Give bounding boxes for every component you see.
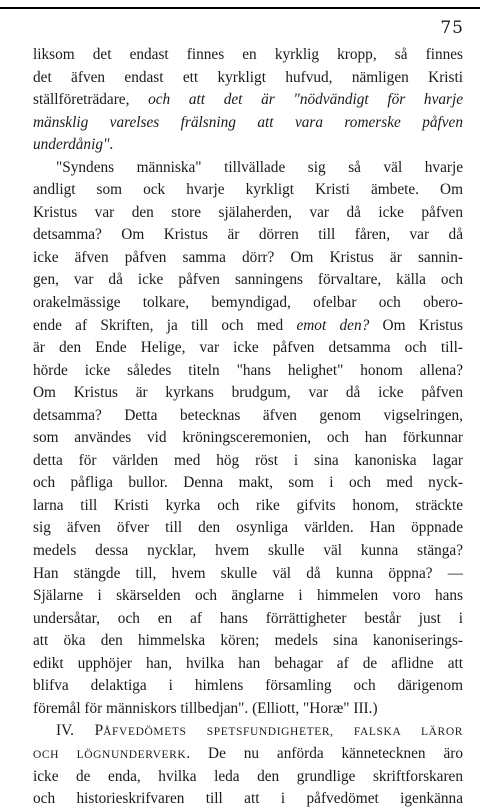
italic-text: emot den? (296, 316, 370, 334)
text-segment: andligt som ock hvarje kyrkligt Kristi ämbete. Om (33, 181, 463, 199)
text-line (33, 495, 463, 518)
text-line (33, 653, 463, 676)
text-segment: detta för världen med hög röst i sina kanoniska lagar (33, 451, 463, 469)
text-segment: Han stängde till, hvem skulle väl då kunna öppna? — (33, 564, 463, 582)
text-line (33, 472, 463, 495)
text-segment: det äfven endast ett kyrkligt hufvud, nämligen Kristi (33, 68, 463, 86)
text-segment: gen, var då icke påfven sanningens förvaltare, källa och (33, 271, 463, 289)
header-rule (0, 7, 480, 9)
text-line (33, 157, 463, 180)
text-segment: icke de enda, hvilka leda den grundlige skriftforskaren (33, 767, 463, 785)
italic-text: underdånig" (33, 136, 110, 154)
text-line (33, 44, 463, 67)
text-line (33, 89, 463, 112)
small-caps-text: OCH LÖGNUNDERVERK (33, 748, 187, 761)
text-line (33, 630, 463, 653)
text-line (33, 269, 463, 292)
text-segment: och påfliga bullor. Denna makt, som i och med nyck- (33, 474, 463, 492)
text-segment: . De nu anförda kännetecknen äro (186, 744, 463, 762)
text-line (33, 788, 463, 811)
text-segment: undersåtar, och en af hans förrättigheter består just i (33, 609, 463, 627)
text-segment: sig äfven öfver till den osynliga världen. Han öppnade (33, 519, 463, 537)
text-line (33, 315, 463, 338)
text-line (33, 698, 463, 721)
text-line (33, 585, 463, 608)
italic-text: och att det är "nödvändigt för hvarje (148, 91, 463, 109)
text-line (33, 337, 463, 360)
text-segment: larna till Kristi kyrka och rike gifvits honom, sträckte (33, 496, 463, 514)
text-line (33, 112, 463, 135)
text-line (33, 743, 463, 766)
text-line (33, 540, 463, 563)
text-segment: orakelmässige tolkare, bemyndigad, ofelbar och obero- (33, 294, 463, 312)
text-segment: som användes vid kröningsceremonien, och han förkunnar (33, 429, 463, 447)
text-line (33, 382, 463, 405)
text-line (33, 427, 463, 450)
text-line (33, 720, 463, 743)
text-segment: icke äfven påfven samma dörr? Om Kristus är sannin- (33, 248, 463, 266)
text-segment: hörde icke således titeln "hans helighet" honom allena? (33, 361, 463, 379)
text-segment: . (109, 136, 114, 154)
text-segment: detsamma? Detta betecknas äfven genom vigselringen, (33, 406, 463, 424)
text-segment: detsamma? Om Kristus är dörren till fåren, var då (33, 226, 463, 244)
text-segment: "Syndens människa" tillvällade sig så väl hvarje (56, 158, 463, 176)
text-segment: ställföreträdare, (33, 91, 149, 109)
text-line (33, 67, 463, 90)
text-line (33, 202, 463, 225)
italic-text: mänsklig varelses frälsning att vara romerske påfven (33, 113, 463, 131)
text-line (33, 292, 463, 315)
text-line (33, 563, 463, 586)
text-segment: Om Kristus (369, 316, 463, 334)
small-caps-text: ÅFVEDÖMETS SPETSFUNDIGHETER, FALSKA LÄROR (103, 726, 463, 739)
text-segment: blifva delaktiga i himlens församling och därigenom (33, 677, 463, 695)
text-segment: ende af Skriften, ja till och med (33, 316, 297, 334)
text-segment: liksom det endast finnes en kyrklig kropp, så finnes (33, 46, 463, 63)
text-line (33, 675, 463, 698)
text-segment: Kristus var den store själaherden, var då icke påfven (33, 203, 463, 221)
text-line (33, 179, 463, 202)
text-segment: är den Ende Helige, var icke påfven detsamma och till- (33, 339, 463, 357)
text-line (33, 360, 463, 383)
text-line (33, 224, 463, 247)
text-line (33, 517, 463, 540)
text-segment: att öka den himmelska kören; medels sina kanoniserings- (33, 632, 463, 650)
text-segment: och historieskrifvaren till att i påfvedömet igenkänna (33, 790, 463, 808)
text-segment: Om Kristus är kyrkans brudgum, var då icke påfven (33, 384, 463, 402)
text-line (33, 405, 463, 428)
text-line (33, 134, 463, 157)
text-segment: Själarne i skärselden och änglarne i himmelen voro hans (33, 587, 463, 605)
page-number: 75 (440, 18, 464, 38)
text-segment: medels dessa nycklar, hvem skulle väl kunna stänga? (33, 542, 463, 560)
text-line (33, 608, 463, 631)
text-segment: föremål för människors tillbedjan". (Elliott, "Horæ" III.) (33, 699, 378, 717)
text-line (33, 450, 463, 473)
text-segment: edikt upphöjer han, hvilka han behagar af de aflidne att (33, 654, 463, 672)
body-text (33, 44, 463, 811)
text-segment: IV. P (56, 722, 104, 740)
text-line (33, 247, 463, 270)
text-line (33, 766, 463, 789)
